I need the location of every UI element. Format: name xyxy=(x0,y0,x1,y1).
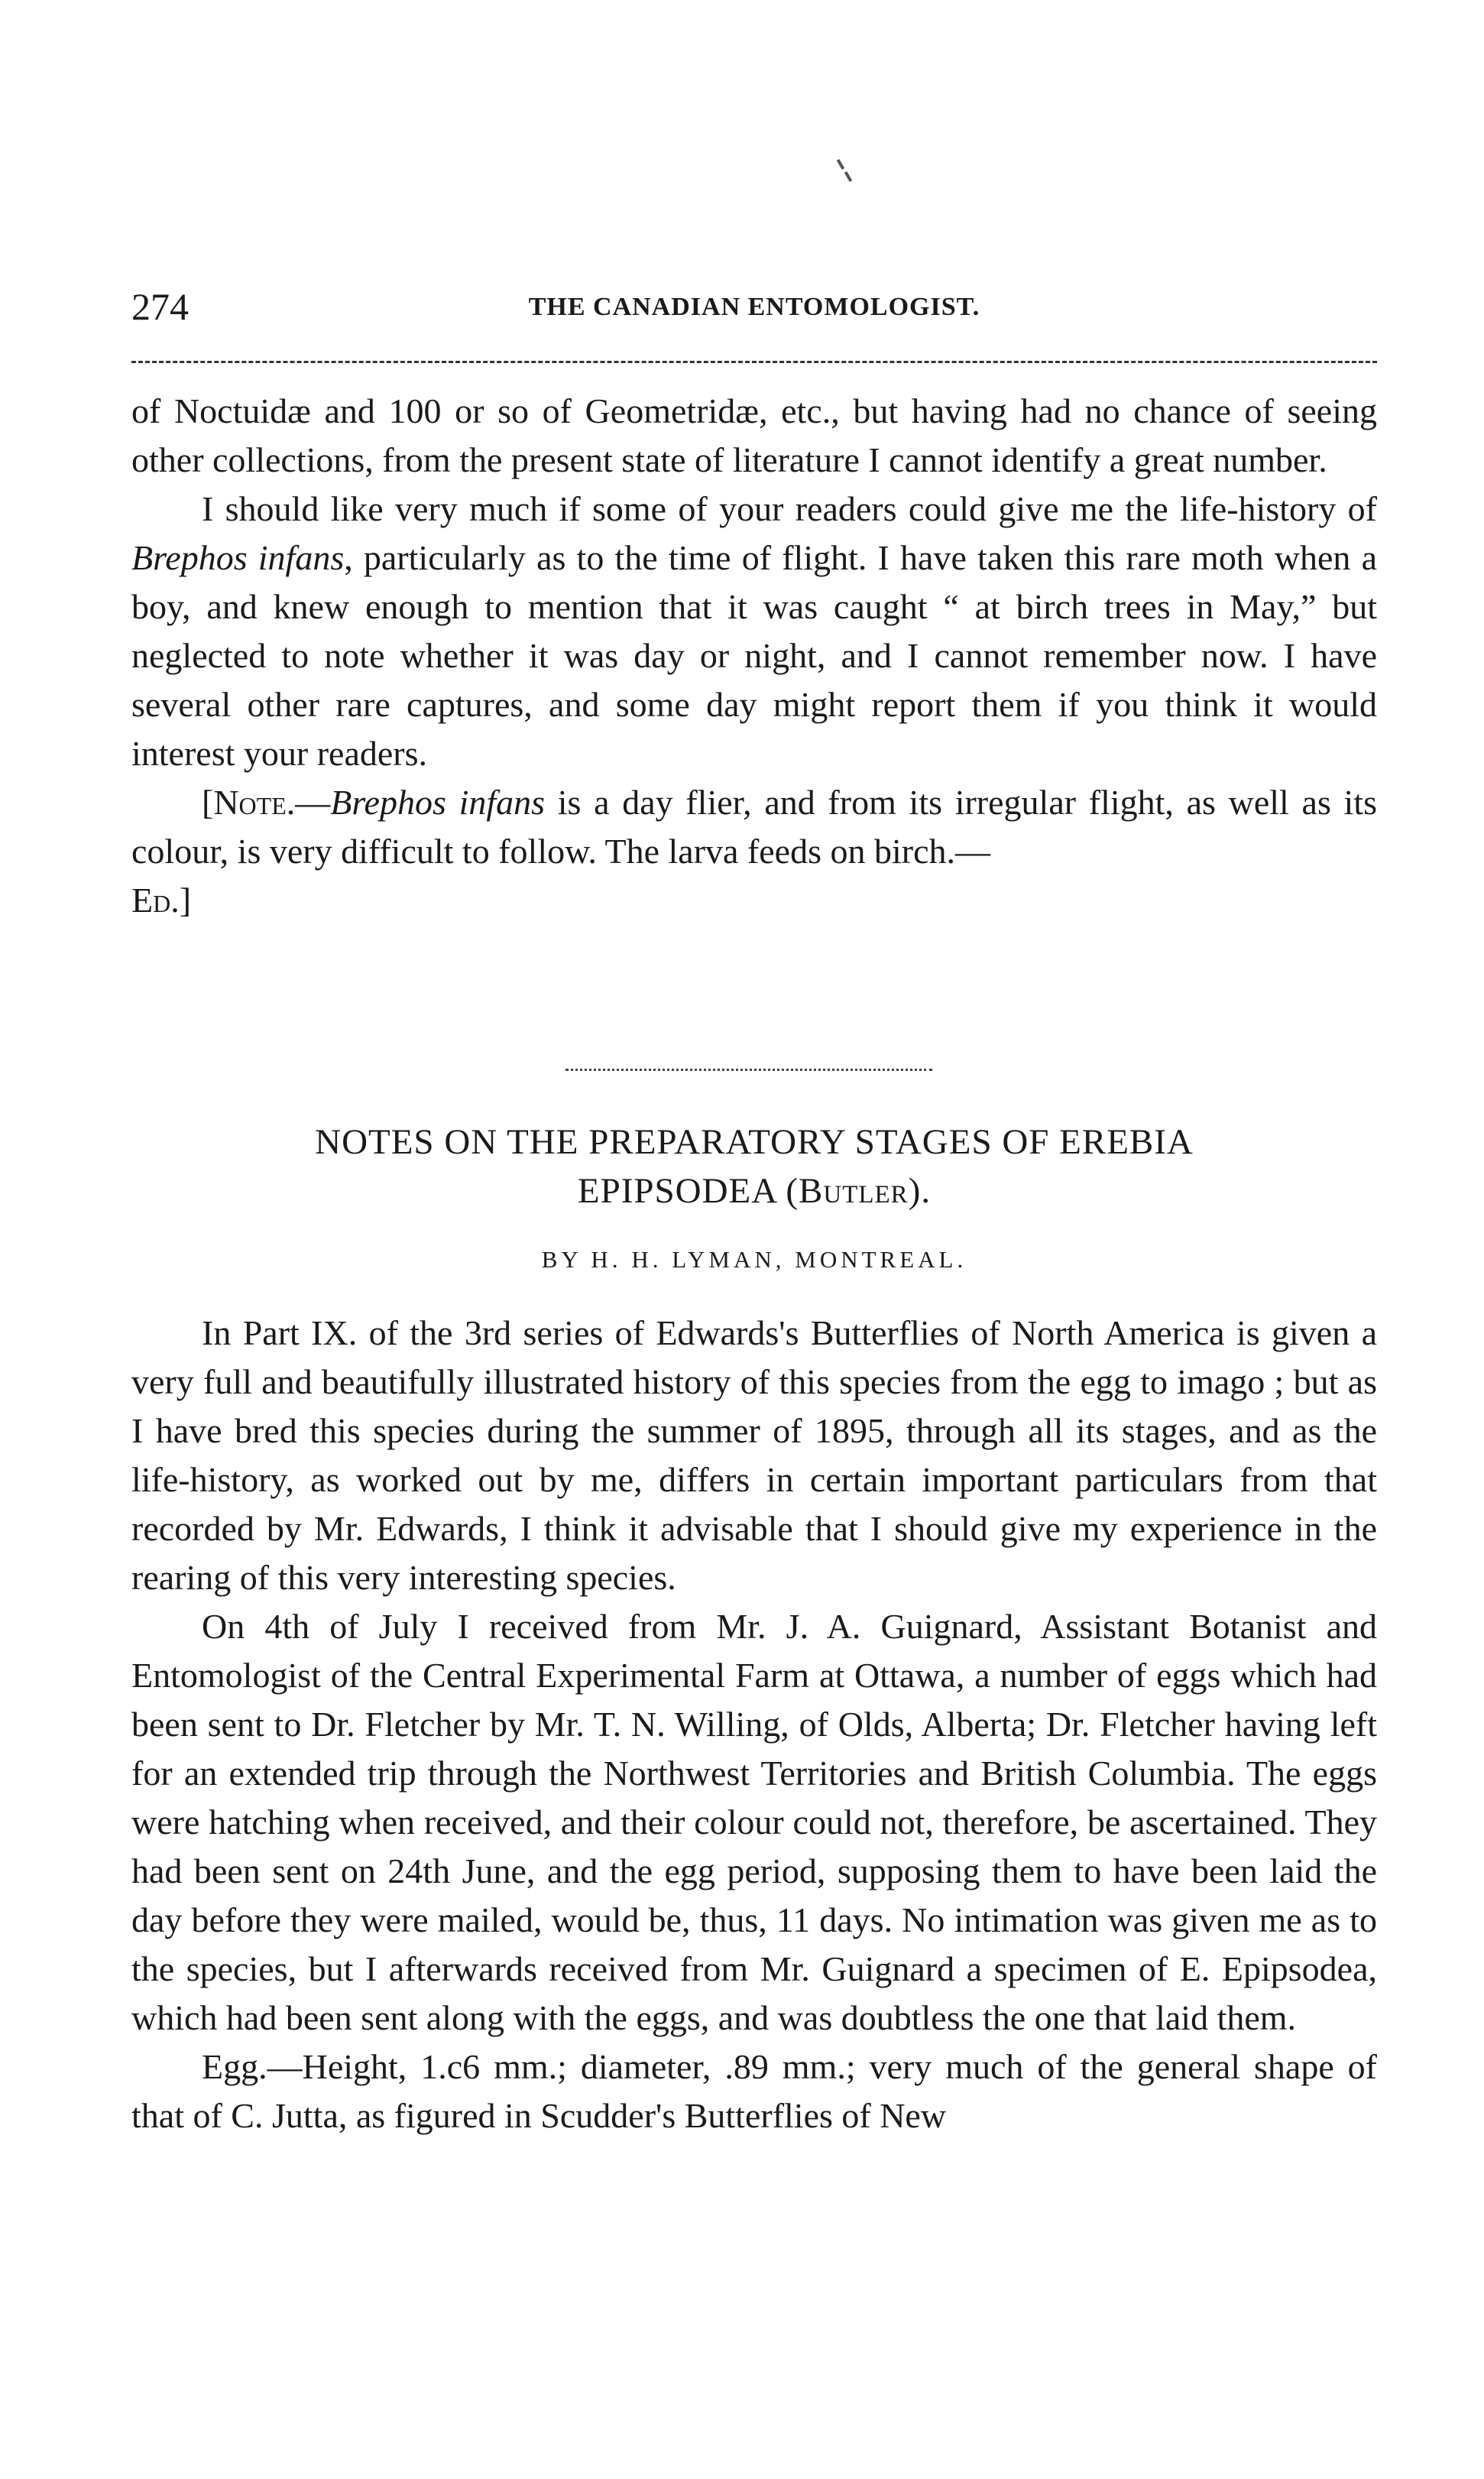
title-line xyxy=(131,1166,1377,1215)
species-name: Brephos infans xyxy=(131,538,345,577)
paragraph: In Part IX. of the 3rd series of Edwards's Butterflies of North America is given a very full and beautifully illustrated history of this species from the egg to imago ; but as I have bred this species during the summer of 1895, through all its stages, and as the life-history, as worked out by me, differs in certain important particulars from that recorded by Mr. Edwards, I think it advisable that I should give my experience in the rearing of this very interesting species. xyxy=(131,1313,1377,1597)
editor-signature: Ed. xyxy=(131,881,180,920)
byline: BY H. H. LYMAN, MONTREAL. xyxy=(541,1246,967,1273)
title-line: NOTES ON THE PREPARATORY STAGES OF EREBIA xyxy=(315,1122,1194,1162)
title-author: Butler xyxy=(799,1171,909,1211)
dash: — xyxy=(295,783,331,822)
paragraph: Egg.—Height, 1.c6 mm.; diameter, .89 mm.; very much of the general shape of that of C. Jutta, as figured in Scudder's Butterflies of New xyxy=(131,2047,1377,2135)
continuation-text xyxy=(131,387,1377,925)
title-text: EPIPSODEA ( xyxy=(577,1171,799,1211)
species-name: Brephos infans xyxy=(330,783,546,822)
page-header xyxy=(131,280,1377,333)
text-run: , particularly as to the time of flight. I have taken this rare moth when a boy, and knew enough to mention that it was caught “ at birch trees in May,” but neglected to note whether it was day or night, and I cannot remember now. I have several other rare captures, and some day might report them if you think it would interest your readers. xyxy=(131,538,1377,773)
page-number: 274 xyxy=(131,285,189,328)
article-title xyxy=(131,1118,1377,1215)
print-speck xyxy=(837,159,844,170)
header-rule xyxy=(131,361,1377,363)
article-body xyxy=(131,1309,1377,2140)
paragraph: On 4th of July I received from Mr. J. A. Guignard, Assistant Botanist and Entomologist of the Central Experimental Farm at Ottawa, a number of eggs which had been sent to Dr. Fletcher by Mr. T. N. Willing, of Olds, Alberta; Dr. Fletcher having left for an extended trip through the Northwest Territories and British Columbia. The eggs were hatching when received, and their colour could not, therefore, be ascertained. They had been sent on 24th June, and the egg period, supposing them to have been laid the day before they were mailed, would be, thus, 11 days. No intimation was given me as to the species, but I afterwards received from Mr. Guignard a specimen of E. Epipsodea, which had been sent along with the eggs, and was doubtless the one that laid them. xyxy=(131,1607,1377,2037)
paragraph xyxy=(131,485,1377,778)
bracket: [ xyxy=(202,783,214,822)
note-label: Note. xyxy=(213,783,296,822)
print-speck xyxy=(844,171,852,182)
text-run: is a day flier, and from its irregular flight, as well as its colour, is very difficult to follow. The larva feeds on birch.— xyxy=(131,783,1378,871)
title-text: ). xyxy=(908,1171,932,1211)
paragraph: of Noctuidæ and 100 or so of Geometridæ, etc., but having had no chance of seeing other collections, from the present state of literature I cannot identify a great number. xyxy=(131,391,1377,479)
section-divider xyxy=(565,1069,932,1071)
note-signature-line xyxy=(131,876,1377,925)
running-title: THE CANADIAN ENTOMOLOGIST. xyxy=(528,293,980,321)
editor-note xyxy=(131,778,1377,876)
bracket: ] xyxy=(179,881,192,920)
text-run: I should like very much if some of your readers could give me the life-history of xyxy=(202,489,1377,528)
